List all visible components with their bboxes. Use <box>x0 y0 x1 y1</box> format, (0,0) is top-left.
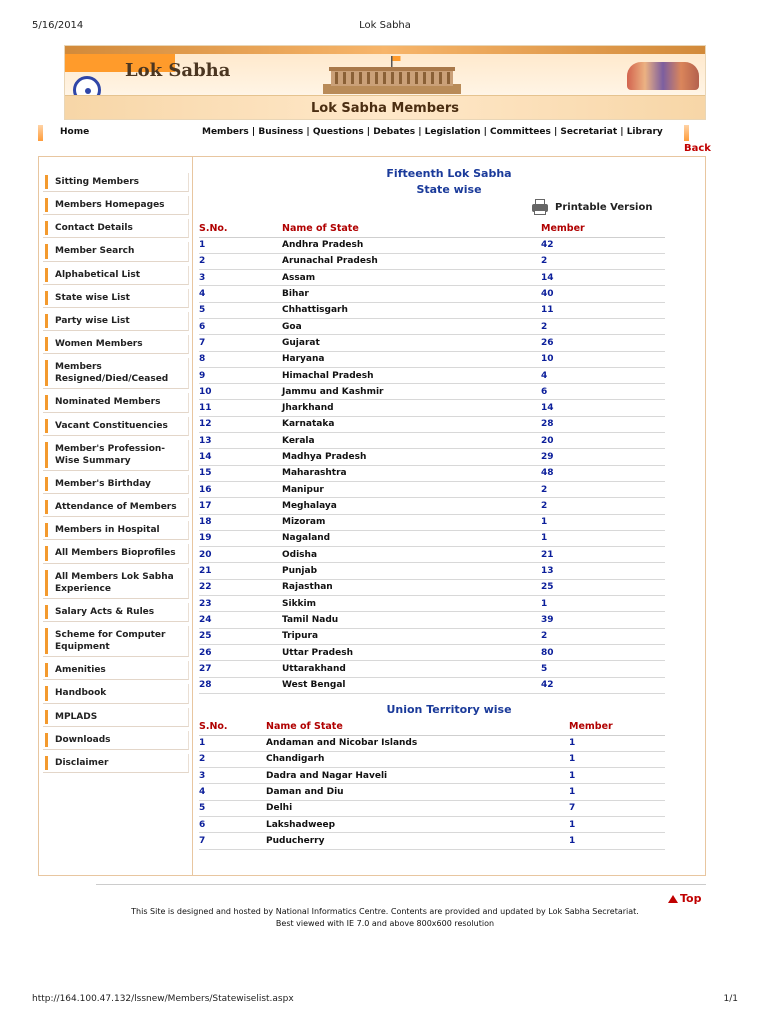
member-count: 20 <box>541 433 665 449</box>
serial-number: 12 <box>199 416 282 432</box>
top-navigation <box>38 124 706 142</box>
ut-header-member: Member <box>569 719 665 735</box>
print-date: 5/16/2014 <box>32 20 84 31</box>
member-count: 1 <box>569 768 665 784</box>
state-row <box>199 596 665 612</box>
state-row <box>199 416 665 432</box>
state-row <box>199 547 665 563</box>
member-count: 42 <box>541 677 665 693</box>
serial-number: 8 <box>199 351 282 367</box>
sidebar-menu <box>43 173 189 777</box>
member-count: 10 <box>541 351 665 367</box>
sidebar-item[interactable]: Women Members <box>43 335 189 354</box>
state-row <box>199 400 665 416</box>
sidebar-item[interactable]: Salary Acts & Rules <box>43 603 189 622</box>
back-link[interactable]: Back <box>684 143 711 154</box>
state-name[interactable]: Kerala <box>282 433 541 449</box>
state-row <box>199 677 665 693</box>
top-label: Top <box>680 892 702 905</box>
state-row <box>199 449 665 465</box>
printable-version-link[interactable] <box>531 199 652 215</box>
nav-accent-right <box>684 125 689 141</box>
state-name[interactable]: Jharkhand <box>282 400 541 416</box>
states-header-member: Member <box>541 221 665 237</box>
ut-header-sno: S.No. <box>199 719 266 735</box>
sidebar-item[interactable]: Members Resigned/Died/Ceased <box>43 358 189 389</box>
state-name[interactable]: Andaman and Nicobar Islands <box>266 735 569 751</box>
people-image <box>627 62 699 90</box>
state-row <box>199 644 665 660</box>
member-count: 1 <box>569 751 665 767</box>
sidebar-item[interactable]: Member's Profession-Wise Summary <box>43 440 189 471</box>
serial-number: 11 <box>199 400 282 416</box>
sidebar-item[interactable]: Nominated Members <box>43 393 189 412</box>
union-territories-table <box>199 719 665 850</box>
serial-number: 2 <box>199 253 282 269</box>
states-header-name: Name of State <box>282 221 541 237</box>
state-row <box>199 514 665 530</box>
member-count: 1 <box>569 784 665 800</box>
state-name[interactable]: Rajasthan <box>282 579 541 595</box>
union-territory-row <box>199 768 665 784</box>
state-row <box>199 335 665 351</box>
site-banner <box>64 45 706 120</box>
member-count: 40 <box>541 286 665 302</box>
state-name[interactable]: Delhi <box>266 800 569 816</box>
state-name[interactable]: Karnataka <box>282 416 541 432</box>
state-name[interactable]: Maharashtra <box>282 465 541 481</box>
member-count: 6 <box>541 384 665 400</box>
serial-number: 5 <box>199 302 282 318</box>
member-count: 2 <box>541 498 665 514</box>
print-url: http://164.100.47.132/lssnew/Members/Statewiselist.aspx <box>32 994 294 1004</box>
state-name[interactable]: Bihar <box>282 286 541 302</box>
serial-number: 14 <box>199 449 282 465</box>
serial-number: 7 <box>199 833 266 849</box>
state-name[interactable]: Jammu and Kashmir <box>282 384 541 400</box>
serial-number: 19 <box>199 530 282 546</box>
content-panel <box>192 157 705 875</box>
sidebar-item[interactable]: Member's Birthday <box>43 475 189 494</box>
member-count: 25 <box>541 579 665 595</box>
state-row <box>199 498 665 514</box>
state-name[interactable]: Nagaland <box>282 530 541 546</box>
page-title: Fifteenth Lok Sabha <box>386 167 512 180</box>
footer-divider <box>96 884 706 885</box>
state-name[interactable]: Uttarakhand <box>282 661 541 677</box>
member-count: 5 <box>541 661 665 677</box>
serial-number: 4 <box>199 784 266 800</box>
serial-number: 3 <box>199 270 282 286</box>
sidebar-item[interactable]: Handbook <box>43 684 189 703</box>
print-title: Lok Sabha <box>359 20 411 31</box>
banner-stripe <box>65 46 705 54</box>
nav-accent-left <box>38 125 43 141</box>
member-count: 1 <box>541 530 665 546</box>
serial-number: 6 <box>199 816 266 832</box>
member-count: 28 <box>541 416 665 432</box>
state-name[interactable]: Himachal Pradesh <box>282 367 541 383</box>
serial-number: 26 <box>199 644 282 660</box>
state-name[interactable]: Andhra Pradesh <box>282 237 541 253</box>
state-name[interactable]: West Bengal <box>282 677 541 693</box>
state-name[interactable]: Sikkim <box>282 596 541 612</box>
state-name[interactable]: Tamil Nadu <box>282 612 541 628</box>
state-name[interactable]: Punjab <box>282 563 541 579</box>
back-to-top-link[interactable] <box>668 892 701 905</box>
state-name[interactable]: Assam <box>282 270 541 286</box>
state-row <box>199 661 665 677</box>
member-count: 1 <box>569 816 665 832</box>
state-name[interactable]: Madhya Pradesh <box>282 449 541 465</box>
sidebar-item[interactable]: Members Homepages <box>43 196 189 215</box>
member-count: 39 <box>541 612 665 628</box>
state-row <box>199 286 665 302</box>
member-count: 80 <box>541 644 665 660</box>
member-count: 14 <box>541 400 665 416</box>
state-row <box>199 351 665 367</box>
sidebar-item[interactable]: State wise List <box>43 289 189 308</box>
parliament-building-icon <box>323 54 461 94</box>
serial-number: 5 <box>199 800 266 816</box>
serial-number: 4 <box>199 286 282 302</box>
page-subtitle: State wise <box>416 183 482 196</box>
union-territory-row <box>199 833 665 849</box>
sidebar-item[interactable]: Scheme for Computer Equipment <box>43 626 189 657</box>
footer-credit: This Site is designed and hosted by National Informatics Centre. Contents are provided and updated by Lok Sabha Secretariat. <box>131 907 639 916</box>
member-count: 2 <box>541 318 665 334</box>
union-territory-row <box>199 784 665 800</box>
serial-number: 17 <box>199 498 282 514</box>
union-territory-row <box>199 751 665 767</box>
member-count: 1 <box>569 833 665 849</box>
union-territory-title: Union Territory wise <box>386 703 512 716</box>
serial-number: 16 <box>199 481 282 497</box>
member-count: 1 <box>541 514 665 530</box>
state-name[interactable]: Mizoram <box>282 514 541 530</box>
state-row <box>199 433 665 449</box>
state-name[interactable]: Gujarat <box>282 335 541 351</box>
serial-number: 18 <box>199 514 282 530</box>
nav-menu-links[interactable]: Members | Business | Questions | Debates | Legislation | Committees | Secretariat | Library <box>202 127 663 137</box>
union-territory-row <box>199 800 665 816</box>
sidebar-item[interactable]: Attendance of Members <box>43 498 189 517</box>
serial-number: 22 <box>199 579 282 595</box>
sidebar-item[interactable]: Sitting Members <box>43 173 189 192</box>
sidebar-item[interactable]: Contact Details <box>43 219 189 238</box>
states-header-sno: S.No. <box>199 221 282 237</box>
state-name[interactable]: Dadra and Nagar Haveli <box>266 768 569 784</box>
union-territory-row <box>199 816 665 832</box>
sidebar-item[interactable]: Party wise List <box>43 312 189 331</box>
state-row <box>199 318 665 334</box>
member-count: 14 <box>541 270 665 286</box>
sidebar-item[interactable]: All Members Bioprofiles <box>43 544 189 563</box>
serial-number: 20 <box>199 547 282 563</box>
serial-number: 21 <box>199 563 282 579</box>
serial-number: 3 <box>199 768 266 784</box>
state-row <box>199 530 665 546</box>
member-count: 13 <box>541 563 665 579</box>
printer-icon <box>531 199 549 215</box>
state-name[interactable]: Manipur <box>282 481 541 497</box>
serial-number: 27 <box>199 661 282 677</box>
serial-number: 23 <box>199 596 282 612</box>
print-header <box>32 20 738 34</box>
serial-number: 24 <box>199 612 282 628</box>
state-row <box>199 628 665 644</box>
state-row <box>199 579 665 595</box>
serial-number: 9 <box>199 367 282 383</box>
sidebar-item[interactable]: Disclaimer <box>43 754 189 773</box>
state-row <box>199 237 665 253</box>
main-frame <box>38 156 706 876</box>
section-title: Lok Sabha Members <box>311 101 459 116</box>
member-count: 4 <box>541 367 665 383</box>
union-territory-row <box>199 735 665 751</box>
serial-number: 15 <box>199 465 282 481</box>
serial-number: 1 <box>199 237 282 253</box>
footer-resolution-note: Best viewed with IE 7.0 and above 800x600 resolution <box>275 918 495 928</box>
member-count: 48 <box>541 465 665 481</box>
serial-number: 2 <box>199 751 266 767</box>
serial-number: 25 <box>199 628 282 644</box>
sidebar-item[interactable]: Alphabetical List <box>43 266 189 285</box>
member-count: 2 <box>541 628 665 644</box>
serial-number: 10 <box>199 384 282 400</box>
serial-number: 6 <box>199 318 282 334</box>
state-name[interactable]: Haryana <box>282 351 541 367</box>
ut-header-name: Name of State <box>266 719 569 735</box>
sidebar-item[interactable]: Amenities <box>43 661 189 680</box>
state-name[interactable]: Arunachal Pradesh <box>282 253 541 269</box>
state-name[interactable]: Daman and Diu <box>266 784 569 800</box>
state-row <box>199 481 665 497</box>
sidebar-item[interactable]: MPLADS <box>43 708 189 727</box>
state-name[interactable]: Goa <box>282 318 541 334</box>
state-row <box>199 302 665 318</box>
state-name[interactable]: Tripura <box>282 628 541 644</box>
member-count: 1 <box>541 596 665 612</box>
serial-number: 7 <box>199 335 282 351</box>
print-page-number: 1/1 <box>723 994 738 1004</box>
state-row <box>199 563 665 579</box>
member-count: 21 <box>541 547 665 563</box>
member-count: 1 <box>569 735 665 751</box>
sidebar-item[interactable]: Vacant Constituencies <box>43 417 189 436</box>
state-row <box>199 465 665 481</box>
state-row <box>199 384 665 400</box>
state-row <box>199 367 665 383</box>
member-count: 42 <box>541 237 665 253</box>
site-logo[interactable]: Lok Sabha <box>125 60 231 81</box>
nav-home-link[interactable]: Home <box>60 127 90 137</box>
member-count: 11 <box>541 302 665 318</box>
member-count: 2 <box>541 481 665 497</box>
printable-version-label: Printable Version <box>555 201 653 213</box>
state-name[interactable]: Lakshadweep <box>266 816 569 832</box>
banner-title-band <box>65 95 705 119</box>
sidebar-item[interactable]: Downloads <box>43 731 189 750</box>
serial-number: 28 <box>199 677 282 693</box>
state-name[interactable]: Puducherry <box>266 833 569 849</box>
arrow-up-icon <box>668 895 678 903</box>
state-row <box>199 612 665 628</box>
state-row <box>199 270 665 286</box>
sidebar-item[interactable]: Members in Hospital <box>43 521 189 540</box>
state-name[interactable]: Chhattisgarh <box>282 302 541 318</box>
site-footer <box>64 906 706 929</box>
states-table <box>199 221 665 694</box>
state-name[interactable]: Chandigarh <box>266 751 569 767</box>
sidebar-item[interactable]: All Members Lok Sabha Experience <box>43 568 189 599</box>
serial-number: 13 <box>199 433 282 449</box>
member-count: 2 <box>541 253 665 269</box>
state-row <box>199 253 665 269</box>
member-count: 29 <box>541 449 665 465</box>
serial-number: 1 <box>199 735 266 751</box>
sidebar-item[interactable]: Member Search <box>43 242 189 261</box>
state-name[interactable]: Uttar Pradesh <box>282 644 541 660</box>
state-name[interactable]: Meghalaya <box>282 498 541 514</box>
member-count: 26 <box>541 335 665 351</box>
state-name[interactable]: Odisha <box>282 547 541 563</box>
member-count: 7 <box>569 800 665 816</box>
